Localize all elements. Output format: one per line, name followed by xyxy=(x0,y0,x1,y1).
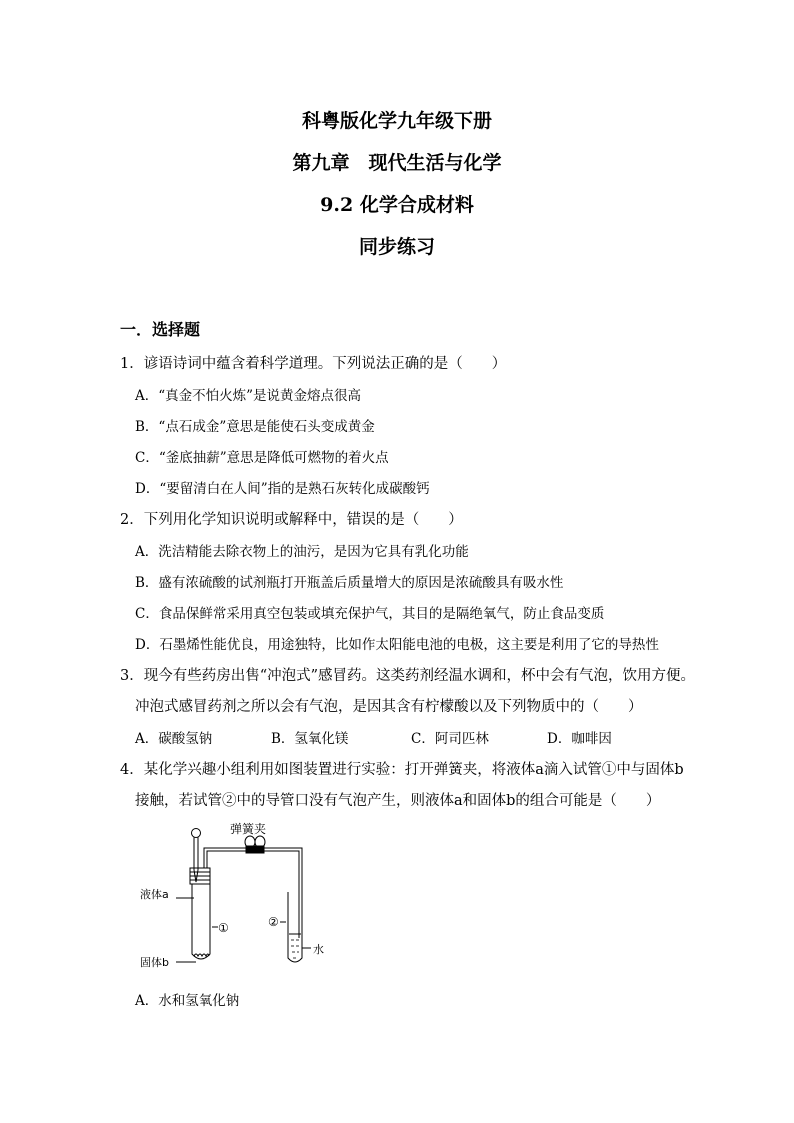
question-3-option-b: B．氢氧化镁 xyxy=(271,731,349,747)
question-2-option-d: D．石墨烯性能优良，用途独特，比如作太阳能电池的电极，这主要是利用了它的导热性 xyxy=(135,637,659,653)
question-1-option-b: B．“点石成金”意思是能使石头变成黄金 xyxy=(135,419,375,435)
chapter-title: 第九章 现代生活与化学 xyxy=(292,152,502,174)
spring-clamp xyxy=(245,836,265,853)
test-tube-2 xyxy=(288,892,302,962)
question-3-stem: 3．现今有些药房出售“冲泡式”感冒药。这类药剂经温水调和，杯中会有气泡，饮用方便。 xyxy=(120,668,696,684)
question-3-option-a: A．碳酸氢钠 xyxy=(135,731,213,747)
question-3-stem-line2: 冲泡式感冒药剂之所以会有气泡，是因其含有柠檬酸以及下列物质中的（ ） xyxy=(135,699,643,715)
question-2-stem: 2．下列用化学知识说明或解释中，错误的是（ ） xyxy=(120,512,463,528)
tube-2-label: ② xyxy=(268,915,279,929)
solid-b xyxy=(194,954,209,956)
apparatus-diagram xyxy=(134,818,344,978)
solid-label: 固体b xyxy=(140,956,169,969)
clamp-label: 弹簧夹 xyxy=(230,822,267,836)
water-label: 水 xyxy=(313,943,324,956)
book-title: 科粤版化学九年级下册 xyxy=(301,110,492,132)
question-1-stem: 1．谚语诗词中蕴含着科学道理。下列说法正确的是（ ） xyxy=(120,356,507,372)
section-title: 9.2 化学合成材料 xyxy=(320,194,474,216)
exercise-type: 同步练习 xyxy=(358,236,435,258)
liquid-label: 液体a xyxy=(140,888,169,901)
question-2-option-c: C．食品保鲜常采用真空包装或填充保护气，其目的是隔绝氧气，防止食品变质 xyxy=(135,606,605,622)
section-heading: 一．选择题 xyxy=(120,320,201,339)
test-tube-1 xyxy=(192,884,210,959)
question-3-option-c: C．阿司匹林 xyxy=(411,731,489,747)
tube-1-label: ① xyxy=(218,921,229,935)
question-1-option-d: D．“要留清白在人间”指的是熟石灰转化成碳酸钙 xyxy=(135,481,430,497)
question-4-stem: 4．某化学兴趣小组利用如图装置进行实验：打开弹簧夹，将液体a滴入试管①中与固体b xyxy=(120,762,684,778)
question-3-option-d: D．咖啡因 xyxy=(547,731,612,747)
question-1-option-a: A．“真金不怕火炼”是说黄金熔点很高 xyxy=(135,388,362,404)
question-2-option-a: A．洗洁精能去除衣物上的油污，是因为它具有乳化功能 xyxy=(135,544,469,560)
question-4-stem-line2: 接触，若试管②中的导管口没有气泡产生，则液体a和固体b的组合可能是（ ） xyxy=(135,793,661,809)
question-2-option-b: B．盛有浓硫酸的试剂瓶打开瓶盖后质量增大的原因是浓硫酸具有吸水性 xyxy=(135,575,564,591)
question-4-option-a: A．水和氢氧化钠 xyxy=(135,993,240,1009)
question-1-option-c: C．“釜底抽薪”意思是降低可燃物的着火点 xyxy=(135,450,389,466)
dropper-bulb xyxy=(192,829,201,838)
